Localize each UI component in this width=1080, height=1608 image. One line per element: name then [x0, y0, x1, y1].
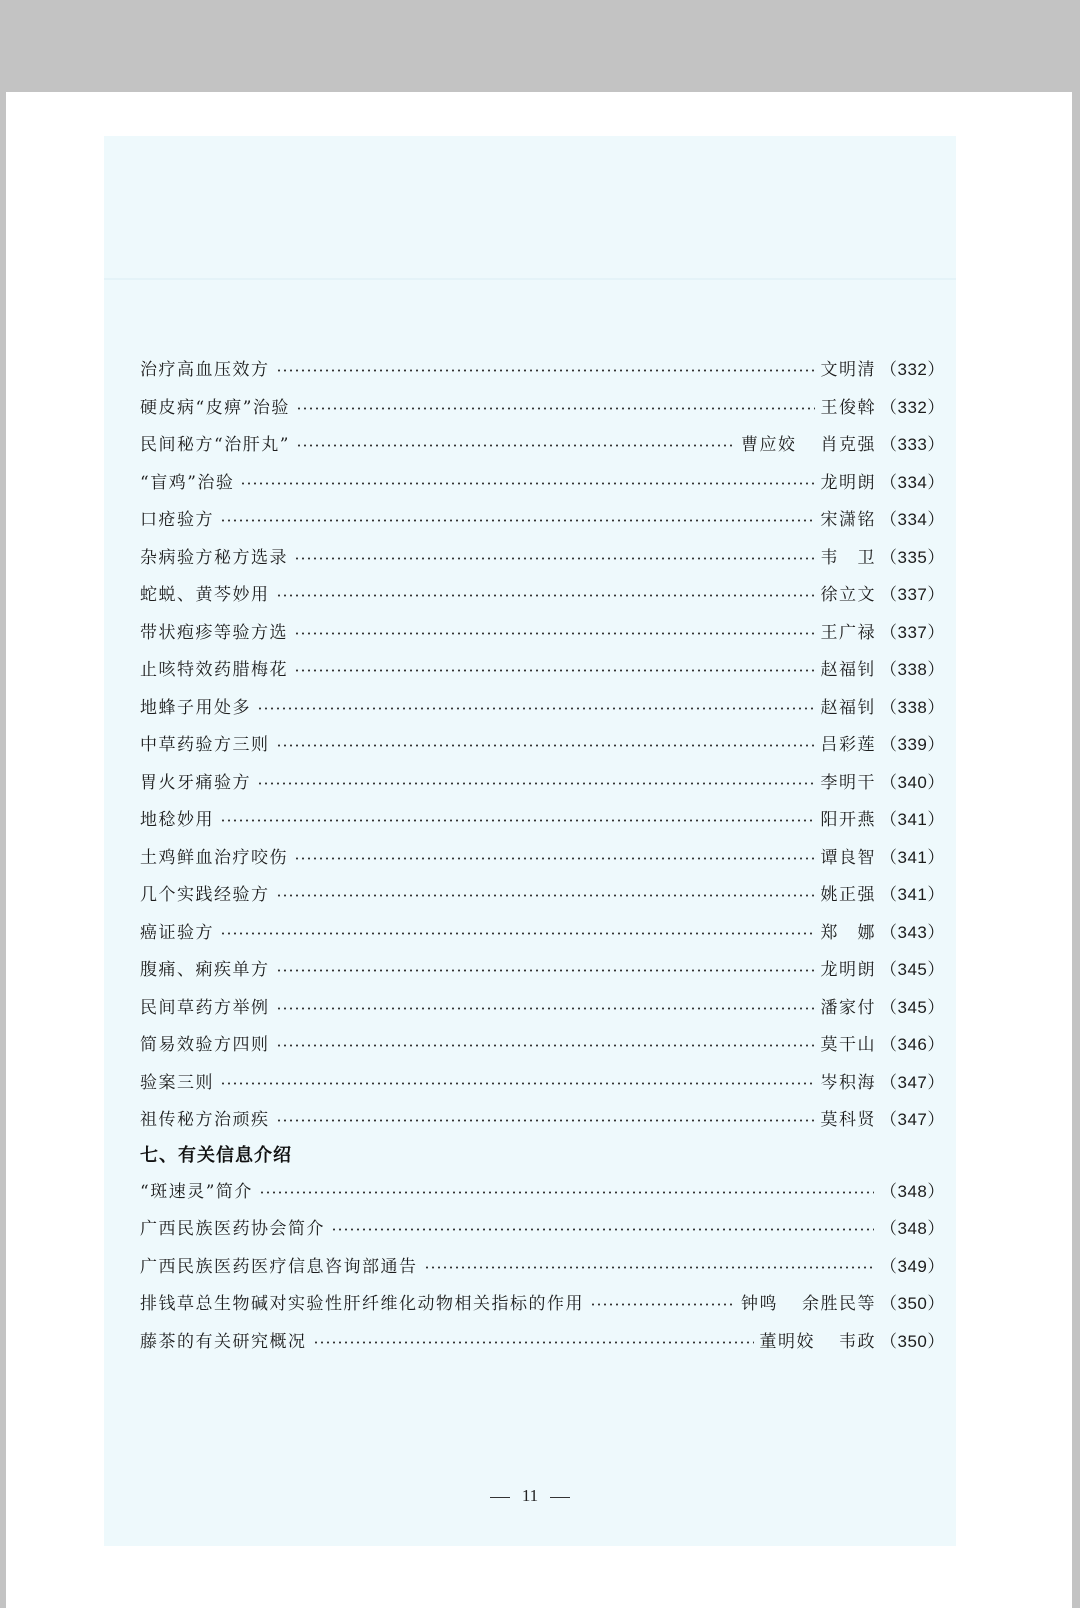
entry-page: （333）	[880, 435, 945, 455]
toc-entry	[140, 1283, 945, 1321]
toc-entry	[140, 799, 945, 837]
entry-page: （337）	[880, 622, 945, 642]
entry-title: 蛇蜕、黄芩妙用	[140, 585, 270, 606]
dot-leader	[257, 707, 815, 710]
toc-entry	[140, 387, 945, 425]
page-footer	[104, 1486, 956, 1506]
dot-leader	[220, 819, 815, 822]
toc-entry	[140, 1099, 945, 1137]
toc-entry	[140, 987, 945, 1025]
entry-title: 口疮验方	[140, 510, 214, 531]
entry-page: （348）	[880, 1219, 945, 1239]
entry-author: 李明干	[820, 772, 876, 793]
entry-author: 阳开燕	[820, 810, 876, 831]
toc-entry	[140, 612, 945, 650]
entry-page: （332）	[880, 360, 945, 380]
dot-leader	[257, 782, 815, 785]
entry-title: “盲鸡”治验	[140, 472, 235, 493]
entry-title: “斑速灵”简介	[140, 1181, 253, 1202]
entry-page: （345）	[880, 997, 945, 1017]
toc-entry	[140, 837, 945, 875]
entry-author: 余胜民等	[802, 1294, 876, 1315]
toc-entries-info	[140, 1171, 945, 1359]
entry-page: （340）	[880, 772, 945, 792]
entry-page: （346）	[880, 1035, 945, 1055]
entry-page: （334）	[880, 510, 945, 530]
entry-page: （343）	[880, 922, 945, 942]
toc-entry	[140, 462, 945, 500]
entry-title: 土鸡鲜血治疗咬伤	[140, 847, 288, 868]
entry-author: 赵福钊	[820, 660, 876, 681]
entry-page: （332）	[880, 397, 945, 417]
dot-leader	[220, 519, 815, 522]
entry-author: 徐立文	[820, 585, 876, 606]
toc-entry	[140, 424, 945, 462]
dot-leader	[424, 1266, 875, 1269]
toc-entry	[140, 1171, 945, 1209]
entry-title: 治疗高血压效方	[140, 360, 270, 381]
dash-left	[490, 1497, 510, 1498]
toc-entry	[140, 1062, 945, 1100]
dot-leader	[276, 1119, 815, 1122]
toc-entry	[140, 874, 945, 912]
book-page	[104, 136, 956, 1546]
entry-title: 带状疱疹等验方选	[140, 622, 288, 643]
toc-entry	[140, 649, 945, 687]
dot-leader	[294, 557, 815, 560]
entry-title: 止咳特效药腊梅花	[140, 660, 288, 681]
entry-author: 姚正强	[820, 885, 876, 906]
toc-entry	[140, 724, 945, 762]
toc-entry	[140, 762, 945, 800]
toc-entry	[140, 1246, 945, 1284]
entry-author: 赵福钊	[820, 697, 876, 718]
table-of-contents	[140, 349, 945, 1358]
entry-title: 癌证验方	[140, 922, 214, 943]
entry-author: 谭良智	[820, 847, 876, 868]
entry-page: （349）	[880, 1256, 945, 1276]
entry-title: 腹痛、痢疾单方	[140, 960, 270, 981]
entry-page: （347）	[880, 1072, 945, 1092]
dot-leader	[276, 1007, 815, 1010]
page-number: 11	[521, 1486, 539, 1505]
entry-title: 验案三则	[140, 1072, 214, 1093]
dot-leader	[276, 969, 815, 972]
entry-page: （339）	[880, 735, 945, 755]
entry-page: （345）	[880, 960, 945, 980]
dot-leader	[331, 1228, 874, 1231]
toc-entry	[140, 537, 945, 575]
entry-author: 莫干山	[820, 1035, 876, 1056]
toc-entry	[140, 499, 945, 537]
entry-author: 韦政	[839, 1331, 876, 1352]
entry-page: （334）	[880, 472, 945, 492]
entry-page: （341）	[880, 847, 945, 867]
entry-author: 龙明朗	[820, 472, 876, 493]
entry-author: 龙明朗	[820, 960, 876, 981]
entry-author: 肖克强	[820, 435, 876, 456]
entry-coauthor: 钟鸣	[741, 1294, 778, 1315]
scanned-sheet	[6, 92, 1072, 1608]
entry-author: 岑积海	[820, 1072, 876, 1093]
entry-author: 宋潇铭	[820, 510, 876, 531]
dot-leader	[294, 632, 815, 635]
entry-page: （338）	[880, 660, 945, 680]
entry-page: （347）	[880, 1110, 945, 1130]
entry-author: 文明清	[820, 360, 876, 381]
toc-entry	[140, 1024, 945, 1062]
entry-title: 地蜂子用处多	[140, 697, 251, 718]
dot-leader	[240, 482, 814, 485]
entry-page: （350）	[880, 1331, 945, 1351]
section-heading: 七、有关信息介绍	[140, 1144, 292, 1166]
toc-entry	[140, 912, 945, 950]
entry-author: 王广禄	[820, 622, 876, 643]
entry-page: （341）	[880, 885, 945, 905]
dot-leader	[220, 932, 815, 935]
toc-entry	[140, 1208, 945, 1246]
entry-title: 民间草药方举例	[140, 997, 270, 1018]
toc-entries-recipes	[140, 349, 945, 1137]
entry-title: 广西民族医药协会简介	[140, 1219, 325, 1240]
entry-author: 吕彩莲	[820, 735, 876, 756]
dot-leader	[276, 1044, 815, 1047]
dot-leader	[276, 744, 815, 747]
dot-leader	[276, 894, 815, 897]
entry-title: 胃火牙痛验方	[140, 772, 251, 793]
dot-leader	[259, 1191, 874, 1194]
dot-leader	[313, 1341, 754, 1344]
entry-title: 硬皮病“皮痹”治验	[140, 397, 290, 418]
toc-entry	[140, 687, 945, 725]
entry-page: （341）	[880, 810, 945, 830]
dot-leader	[294, 857, 815, 860]
entry-title: 杂病验方秘方选录	[140, 547, 288, 568]
entry-author: 王俊斡	[820, 397, 876, 418]
entry-page: （337）	[880, 585, 945, 605]
entry-author: 莫科贤	[820, 1110, 876, 1131]
entry-title: 中草药验方三则	[140, 735, 270, 756]
entry-page: （338）	[880, 697, 945, 717]
dot-leader	[590, 1303, 735, 1306]
entry-page: （335）	[880, 547, 945, 567]
entry-page: （348）	[880, 1181, 945, 1201]
entry-title: 广西民族医药医疗信息咨询部通告	[140, 1256, 418, 1277]
entry-page: （350）	[880, 1294, 945, 1314]
entry-title: 民间秘方“治肝丸”	[140, 435, 290, 456]
entry-author: 郑 娜	[820, 922, 876, 943]
entry-title: 祖传秘方治顽疾	[140, 1110, 270, 1131]
entry-title: 简易效验方四则	[140, 1035, 270, 1056]
dot-leader	[276, 594, 815, 597]
entry-title: 排钱草总生物碱对实验性肝纤维化动物相关指标的作用	[140, 1294, 584, 1315]
entry-title: 地稔妙用	[140, 810, 214, 831]
entry-title: 藤茶的有关研究概况	[140, 1331, 307, 1352]
dot-leader	[296, 444, 735, 447]
entry-coauthor: 曹应姣	[741, 435, 797, 456]
entry-author: 潘家付	[820, 997, 876, 1018]
dot-leader	[276, 369, 815, 372]
entry-coauthor: 董明姣	[759, 1331, 815, 1352]
dash-right	[550, 1497, 570, 1498]
dot-leader	[294, 669, 815, 672]
toc-entry	[140, 1321, 945, 1359]
scan-band	[104, 278, 956, 280]
dot-leader	[220, 1082, 815, 1085]
toc-entry	[140, 574, 945, 612]
dot-leader	[296, 407, 815, 410]
toc-entry	[140, 949, 945, 987]
entry-title: 几个实践经验方	[140, 885, 270, 906]
toc-entry	[140, 349, 945, 387]
entry-author: 韦 卫	[820, 547, 876, 568]
